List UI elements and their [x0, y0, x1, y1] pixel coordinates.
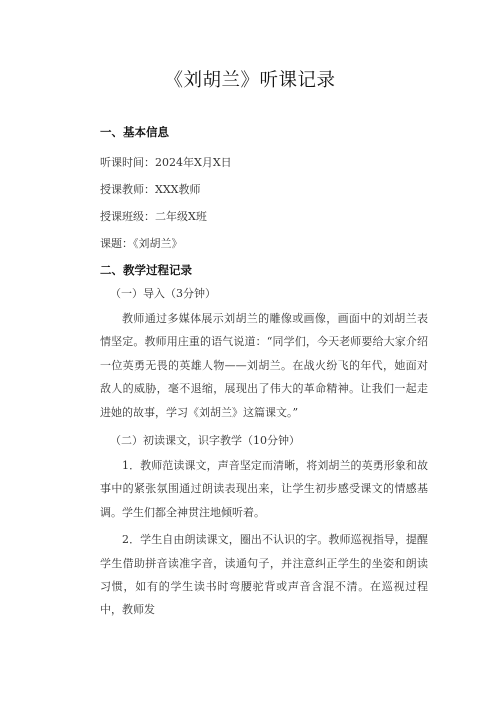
info-class: 授课班级：二年级X班 [100, 210, 207, 223]
section-heading-basic-info: 一、基本信息 [100, 125, 169, 139]
subsection-title-intro: （一）导入（3分钟） [110, 287, 216, 300]
subsection-title-reading: （二）初读课文，识字教学（10分钟） [110, 434, 300, 448]
info-teacher: 授课教师：XXX教师 [100, 183, 201, 196]
info-time: 听课时间：2024年X月X日 [100, 156, 232, 169]
paragraph-item-1: 1．教师范读课文，声音坚定而清晰，将刘胡兰的英勇形象和故事中的紧张氛围通过朗读表现出来，让学生初步感受课文的情感基调。学生们都全神贯注地倾听着。 [100, 459, 428, 519]
info-topic: 课题：《刘胡兰》 [100, 237, 183, 250]
paragraph-item-2: 2．学生自由朗读课文，圈出不认识的字。教师巡视指导，提醒学生借助拼音读准字音，读通句子，并注意纠正学生的坐姿和朗读习惯，如有的学生读书时弯腰驼背或声音含混不清。在巡视过程中，教师发 [100, 533, 428, 617]
paragraph-intro: 教师通过多媒体展示刘胡兰的雕像或画像，画面中的刘胡兰表情坚定。教师用庄重的语气说道：“同学们，今天老师要给大家介绍一位英勇无畏的英雄人物——刘胡兰。在战火纷飞的年代，她面对敌人的威胁，毫不退缩，展现出了伟大的革命精神。让我们一起走进她的故事，学习《刘胡兰》这篇课文。” [100, 312, 428, 419]
document-title: 《刘胡兰》听课记录 [164, 70, 336, 91]
section-heading-process: 二、教学过程记录 [100, 263, 192, 277]
document-content [100, 121, 428, 626]
